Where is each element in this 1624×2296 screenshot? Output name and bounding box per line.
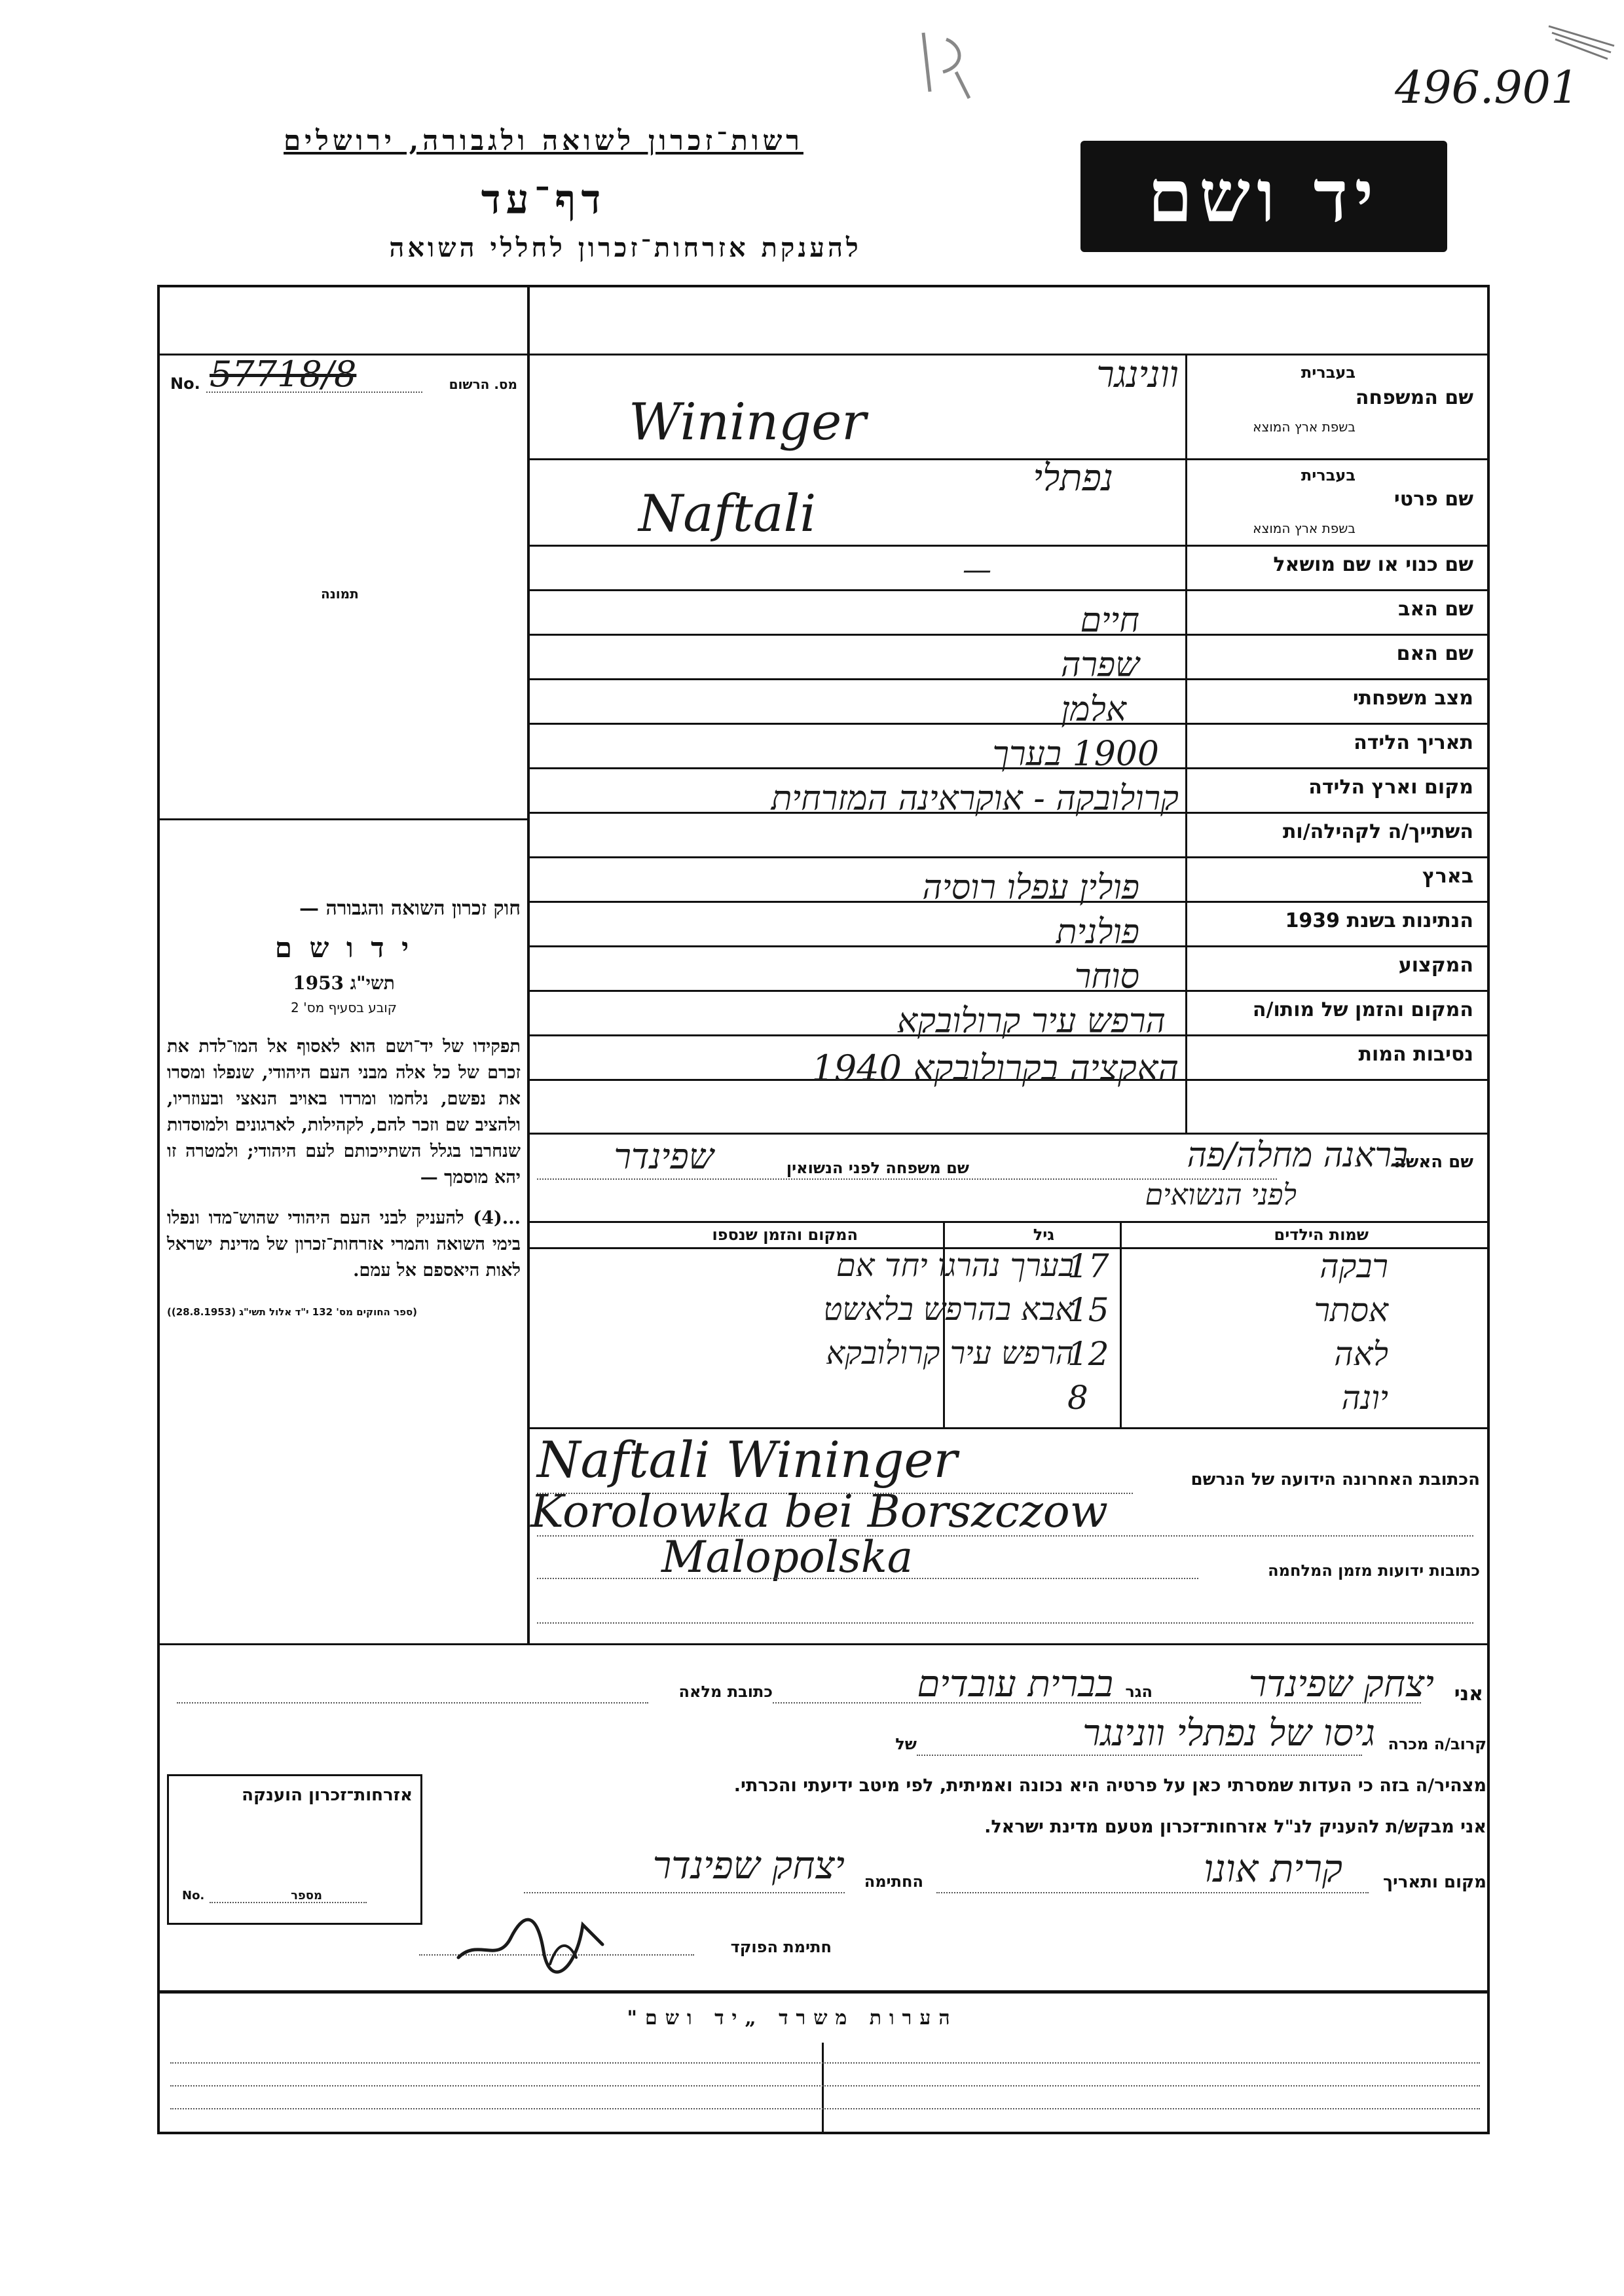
country-label: בארץ (1422, 865, 1473, 888)
law-text (167, 897, 521, 1318)
child-place: אבא בהרפש בלאשט (823, 1291, 1074, 1328)
birth-place-label: מקום וארץ הלידה (1308, 776, 1473, 799)
row-line (157, 354, 1490, 355)
award-box-title: אזרחות־זכרון הוענקה (242, 1785, 413, 1805)
last-address-label: הכתובת האחרונה הידועה של הנרשם (1190, 1470, 1480, 1489)
death-cause-label: נסיבות המות (1358, 1043, 1473, 1066)
child-name: יונה (1341, 1379, 1388, 1417)
child-name: אסתר (1314, 1291, 1388, 1329)
photo-label: תמונה (321, 586, 359, 602)
children-header-place: המקום והזמן שנספו (712, 1226, 858, 1244)
birth-date-value: 1900 בערך (992, 735, 1159, 774)
declarant-address: בברית עובדים (917, 1663, 1113, 1705)
first-name-origin: Naftali (638, 484, 817, 543)
registration-label: מס. הרשום (449, 376, 517, 392)
row-line (527, 856, 1490, 858)
place-date-label: מקום ותאריך (1383, 1872, 1486, 1892)
row-line (527, 1133, 1490, 1135)
address-full-label: כתובת מלאה (678, 1683, 773, 1701)
child-place: הרפש עיר קרולובקא (826, 1335, 1074, 1372)
relation-value: גיסו של נפתלי וונינגר (1082, 1712, 1375, 1755)
family-sub-hebrew: בעברית (1301, 363, 1356, 382)
child-age: 12 (1067, 1335, 1109, 1373)
declarant-line (773, 1702, 1421, 1704)
family-name-hebrew: וונינגר (1096, 354, 1179, 396)
last-address-line2: Korolowka bei Borszczow (530, 1486, 1108, 1538)
community-label: השתייך/ה לקהילה/ות (1282, 820, 1473, 843)
address-line (537, 1622, 1473, 1624)
remarks-title: הערות משרד „יד ושם" (627, 2007, 958, 2030)
photo-bottom-line (157, 818, 528, 820)
family-name-label: שם המשפחה (1355, 386, 1473, 409)
declarant-signature: יצחק שפינדר (652, 1843, 845, 1887)
form-subtitle: להענקת אזרחות־זכרון לחללי השואה (389, 232, 862, 263)
last-address-line1: Naftali Wininger (537, 1430, 957, 1489)
law-para1: תפקידו של יד־ושם הוא לאסוף אל המו־לדת את זכרם של כל אלה מבני העם היהודי, שנפלו ומסרו את נפשם, נלחמו ומרדו באויב הנאצי ובעוזריו, ולהציב שם וזכר להם, לקהילות, לארגונים ולמוסדות שנחרבו בגלל השתייכותם לעם היהודי; ולמטרה זו יהא מוסמך — (167, 1036, 521, 1188)
law-year: תשי"ג 1953 (293, 972, 395, 994)
yad-vashem-logo (1080, 141, 1447, 252)
remarks-top-line (157, 1990, 1490, 1994)
birth-date-label: תאריך הלידה (1354, 731, 1473, 754)
child-age: 15 (1067, 1291, 1109, 1329)
child-place: בערך נהרגו יחד אם (836, 1247, 1074, 1284)
declarant-prefix: אני (1454, 1683, 1483, 1705)
profession-label: המקצוע (1398, 954, 1473, 977)
column-divider (527, 285, 530, 1643)
law-clause: קובע בסעיף מס' 2 (291, 1000, 397, 1015)
remarks-line (170, 2062, 1480, 2064)
scan-mark-corner (1545, 20, 1617, 65)
mother-label: שם האם (1396, 642, 1473, 665)
officer-label: חתימת הפוקד (730, 1938, 832, 1956)
first-sub-hebrew: בעברית (1301, 466, 1356, 484)
place-date-line (936, 1892, 1369, 1893)
law-ref: (ספר החוקים מס' 132 י"ד אלול תשי"ג (28.8.1953)) (167, 1306, 417, 1318)
family-name-origin: Wininger (629, 393, 866, 452)
nationality-label: הנתינות בשנת 1939 (1285, 909, 1473, 932)
row-line (157, 1643, 1490, 1645)
request-text: אני מבקש/ת להעניק לנ"ל אזרחות־זכרון מטעם מדינת ישראל. (984, 1817, 1486, 1837)
child-age: 17 (1067, 1247, 1109, 1285)
first-name-hebrew: נפתלי (1033, 457, 1113, 500)
registration-value: 57718/8 (210, 354, 357, 395)
row-line (527, 589, 1490, 591)
child-age: 8 (1067, 1379, 1088, 1417)
wife-value: בראנה מחלה/פה (1187, 1136, 1408, 1175)
scan-mark-top (910, 26, 982, 105)
war-address-value: Malopolska (661, 1532, 913, 1582)
form-title: דף־עד (481, 175, 606, 223)
law-name: י ד ו ש ם (274, 932, 413, 964)
award-number-line (210, 1902, 367, 1903)
family-sub-origin: בשפת ארץ המוצא (1253, 419, 1356, 435)
declaration-text: מצהיר/ה בזה כי העדות שמסרתי כאן על פרטיה היא נכונה ואמיתית, לפי מיטב ידיעתי והכרתי. (733, 1776, 1486, 1796)
child-name: לאה (1334, 1335, 1388, 1373)
row-line (527, 1427, 1490, 1429)
remarks-line (170, 2085, 1480, 2086)
remarks-line (170, 2108, 1480, 2109)
wife-extra: לפני הנשואים (1145, 1178, 1297, 1212)
row-line (527, 545, 1490, 547)
relation-label: קרוב/ה מכרה (1388, 1735, 1486, 1753)
address-line (537, 1578, 1198, 1579)
declarant-lives-label: הגר (1125, 1683, 1153, 1701)
first-name-label: שם פרטי (1393, 488, 1473, 511)
death-place-value: הרפש עיר קרולובקא (896, 1002, 1166, 1041)
label-divider (1185, 354, 1187, 1133)
mother-value: שפרה (1060, 646, 1139, 685)
wife-maiden-label: שם משפחה לפני הנשואין (786, 1159, 969, 1177)
profession-value: סוחר (1074, 957, 1139, 996)
signature-label: החתימה (864, 1872, 923, 1891)
relation-of-label: של (895, 1735, 917, 1753)
child-name: רבקה (1320, 1247, 1388, 1285)
death-place-label: המקום והזמן של מותו/ה (1252, 998, 1473, 1021)
row-line (527, 1221, 1490, 1223)
marital-label: מצב משפחתי (1352, 687, 1473, 710)
first-sub-origin: בשפת ארץ המוצא (1253, 520, 1356, 536)
logo-text: יד ושם (1147, 154, 1380, 238)
registration-no: No. (170, 374, 200, 393)
table-divider (1120, 1221, 1122, 1427)
country-value: פולין עפלו רוסיה (922, 868, 1139, 907)
wife-label: שם האשה (1393, 1152, 1473, 1172)
authority-line: רשות־זכרון לשואה ולגבורה, ירושלים (284, 124, 803, 156)
signature-line (524, 1892, 845, 1893)
archive-number: 496.901 (1395, 62, 1579, 114)
children-header-age: גיל (1033, 1226, 1054, 1244)
address-line (177, 1702, 648, 1704)
law-para2: ...(4) להעניק לבני העם היהודי שהוש־מדו ונפלו בימי השואה והמרי אזרחות־זכרון של מדינת ישראל לאות היאספם אל עמם. (167, 1208, 521, 1281)
relation-line (917, 1755, 1362, 1756)
wife-maiden-value: שפינדר (614, 1136, 714, 1177)
marital-value: אלמן (1061, 690, 1126, 729)
children-header-names: שמות הילדים (1274, 1226, 1369, 1244)
nickname-label: שם כנוי או שם מושאל (1273, 553, 1473, 576)
declarant-name: יצחק שפינדר (1248, 1663, 1434, 1705)
death-cause-value: האקציה בקרולובקא 1940 (811, 1048, 1179, 1089)
father-value: חיים (1080, 601, 1139, 640)
award-box-number-no: No. (182, 1889, 205, 1903)
officer-signature (452, 1899, 622, 1984)
award-box (167, 1774, 422, 1925)
birth-place-value: קרולובקה - אוקראינה המזרחית (771, 779, 1179, 818)
war-address-label: כתובות ידועות מזמן המלחמה (1268, 1561, 1480, 1580)
nickname-value: — (963, 553, 991, 587)
nationality-value: פולנית (1056, 913, 1139, 952)
place-date-value: קרית אונו (1204, 1846, 1342, 1891)
remarks-divider (822, 2043, 824, 2134)
father-label: שם האב (1398, 598, 1473, 621)
law-title: חוק זכרון השואה והגבורה — (299, 897, 521, 920)
award-box-number-label: מספר (291, 1889, 322, 1903)
